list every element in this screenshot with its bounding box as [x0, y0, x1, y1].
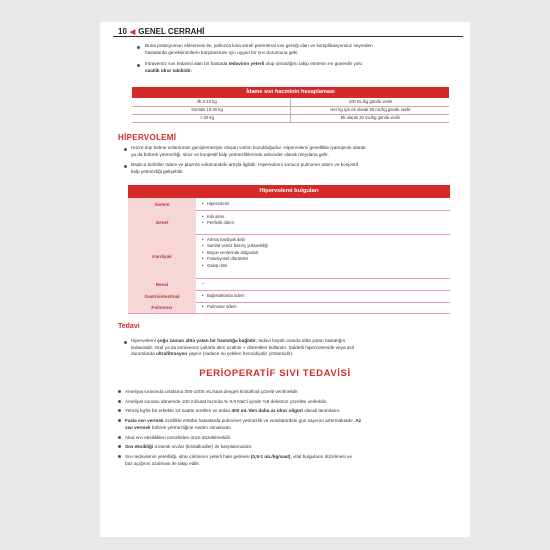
text: ; tedavi büyük oranda altta yatan hastalığın [255, 338, 346, 343]
table2-item: • Pulmoner ödem [202, 304, 237, 310]
bullet-dot [118, 400, 121, 403]
text: baz açığının azalması ile takip edilir. [125, 460, 201, 466]
table2-item: • Bağırsaklarda ödem [202, 293, 244, 299]
table2-item: • Boyun venlerinde dolgunluk [202, 250, 268, 256]
table2-cell [202, 303, 237, 310]
text: Başlıca belirtiler ödem ve plazma volümündeki artışla ilgilidir. Hipervolemi sonucu pulmoner ödem ve konjestif [131, 162, 358, 167]
header-rule [113, 36, 463, 37]
bullet-dot [118, 419, 121, 422]
bold-text: çoğu zaman altta yatan bir hastalığa bağlıdır [157, 338, 256, 343]
perioperatif-bullet [125, 417, 361, 431]
bold-text: sıvı vermek [125, 424, 151, 430]
tedavi-paragraph [131, 338, 354, 358]
bullet-dot [124, 148, 127, 151]
table1-row [132, 114, 449, 123]
bullet-dot [118, 455, 121, 458]
bold-text: Sıvı eksikliği [125, 444, 154, 449]
text: , vital bulguların düzelmesi ve [290, 453, 352, 459]
table2-item: • Kilo alımı [202, 214, 234, 220]
perioperatif-bullet [125, 398, 327, 405]
running-header [118, 27, 204, 36]
table2-item: – [202, 281, 205, 286]
text: özellikle entübe hastalarda pulmoner yetmezlik ve ventilatördeki gün sayısını arttırmaktadır. [163, 417, 356, 423]
bullet-line [125, 407, 340, 414]
bullet-dot [118, 390, 121, 393]
bullet-line [125, 424, 361, 431]
table2-cell [202, 236, 268, 269]
table2-cell [202, 213, 234, 227]
table1-title: İdame sıvı hacminin hesaplaması [132, 87, 449, 98]
bold-text: Az [355, 417, 362, 423]
perioperatif-bullet [125, 453, 352, 467]
text: izotonik sıvılar (kristalloidler) ile karşılanmalıdır. [153, 444, 253, 449]
table2-label: Kardiyak [128, 234, 196, 278]
bullet-dot [137, 64, 140, 67]
bold-text: 400 mL'den daha az idrar oligüri [231, 408, 303, 413]
hipervolemi-bullet-1 [131, 145, 366, 158]
bullet-dot [137, 46, 140, 49]
table2-label: Renal [128, 278, 196, 290]
text: olarak tanımlanır. [302, 408, 341, 413]
bullet-dot [118, 409, 121, 412]
text: Akut sıvı eksiklikleri cerrahiden önce düzeltilmelidir. [125, 434, 232, 440]
text: kalp yetmezliği gelişebilir. [131, 168, 184, 174]
bold-text: ultrafiltrasyon [156, 351, 188, 357]
bullet-line [125, 417, 361, 424]
bullet-dot [124, 341, 127, 344]
table2-item: • Artmış kardiyak debi [202, 237, 268, 243]
hipervolemi-bullet-2 [131, 162, 358, 175]
text: İntravenöz sıvı tedavisi alan bir hastada [145, 61, 229, 66]
table2-cell [202, 200, 229, 207]
table2-item: • Hipervolemi [202, 201, 229, 207]
bold-text: tedavinin yeterli [228, 61, 265, 66]
text: böbrek yetmezliğine neden olmaktadır. [150, 424, 233, 430]
section-title-hipervolemi: HİPERVOLEMİ [118, 133, 177, 142]
table2-label: Pulmoner [128, 302, 196, 313]
text: durumlarda [131, 351, 157, 357]
text: olup olmadığını takip etmenin en güvenilir yolu [264, 61, 363, 66]
text: Hücre dışı bölme volümünün genişlemesiyle oluşan volüm bozukluğudur. Hipervolemi genellikle iyatrojenik olarak [131, 145, 366, 150]
intro-bullet-1-line2: hastalarda gereksinimlerin karşılanması için uygun bir sıvı durumuna gelir. [145, 49, 299, 55]
bullet-line [125, 398, 327, 405]
table2-cell [202, 280, 204, 287]
text: Hipervolemi [131, 338, 158, 343]
table2-item: • Santral venöz basınç yükseekliği [202, 243, 268, 249]
table1-cell: > 20 kg [200, 115, 214, 120]
bullet-dot [118, 445, 121, 448]
bullet-line [125, 388, 299, 395]
bold-text: saatlik idrar takibidir. [145, 67, 192, 73]
bullet-dot [118, 436, 121, 439]
section-title-perioperatif: PERİOPERATİF SIVI TEDAVİSİ [199, 368, 351, 379]
table2-label: Gastrointestinal [128, 290, 196, 302]
table2-row-kardiyak [128, 234, 450, 279]
bullet-line [125, 453, 352, 460]
bullet-dot [124, 165, 127, 168]
table2-row-genel [128, 210, 450, 235]
intro-bullet-2 [145, 61, 362, 74]
table1-cell: 100 mL/kg günde verilir [348, 99, 393, 104]
table2-label: Genel [128, 210, 196, 234]
intro-bullet-1-line1: Buna potasyumun eklenmesi ile, yalnızca kısa süreli parenteral sıvı gereği olan ve komplikasyonsuz seyreden [145, 43, 373, 48]
triangle-icon: ◀ [129, 28, 136, 36]
perioperatif-bullet [125, 388, 299, 395]
header-title: GENEL CERRAHİ [138, 27, 205, 36]
bullet-line [125, 460, 352, 467]
bold-text: Fazla sıvı vermek [125, 417, 164, 423]
table2-cell [202, 292, 244, 299]
perioperatif-bullet [125, 407, 340, 414]
table1-cell: İlk 0-10 kg [197, 99, 217, 104]
table1-cell: Ek olarak 20 mL/kg günde verilir [340, 115, 401, 120]
bold-text: (0,5-1 mL/kg/saat) [250, 453, 291, 459]
table2-label: Sistem [128, 198, 196, 210]
text: yapılır (sadece su çekilen hemodiyaliz yöntemidir). [187, 351, 294, 357]
subsection-title-tedavi: Tedavi [118, 323, 140, 330]
text: Ameliyat sonrası dönemde 100 ml/saat hızında % 0,9 NaCl içinde %5 dekstroz çözeltisi verilebilir. [125, 398, 328, 404]
text: Yetmiş kg'lık bir erkekte 24 saatte üretilen ve atılan [125, 408, 232, 413]
perioperatif-bullet [125, 434, 231, 441]
text: Sıvı tedavisinin yeterliliği, idrar çıktısının yeterli hale gelmesi [125, 453, 251, 459]
table1-cell: Her kg için ek olarak 50 mL/kg günde verilir [330, 107, 411, 112]
page-number: 10 [118, 27, 127, 36]
intro-bullet-1 [145, 43, 373, 56]
text: Ameliyat sırasında ortalama 300-1000 mL/saat dengeli kristalloid çözelti verilmelidir. [125, 389, 299, 394]
perioperatif-bullet [125, 443, 252, 450]
table1-divider [290, 98, 291, 123]
table2-item: • Fonksiyonel üfürümler [202, 256, 268, 262]
table2-title: Hipervolemi bulguları [128, 185, 450, 198]
text: tedavisidir. Oral ya da intravenöz yollarla alım azaltılır + diüretikler kullanılır. Şiddetli hipervolemide veya acil [131, 344, 354, 350]
table2-item: • Periferik ödem [202, 220, 234, 226]
bullet-line [125, 434, 231, 441]
bullet-line [125, 443, 252, 450]
table1-cell: Sonraki 10-20 kg [191, 107, 223, 112]
table2-item: • Galop ritmi [202, 263, 268, 269]
table2-row-pulmoner [128, 302, 450, 314]
text: ya da böbrek yetmezliği, siroz ve konjestif kalp yetmezliklerinde sekonder olarak meydana gelir. [131, 151, 329, 157]
